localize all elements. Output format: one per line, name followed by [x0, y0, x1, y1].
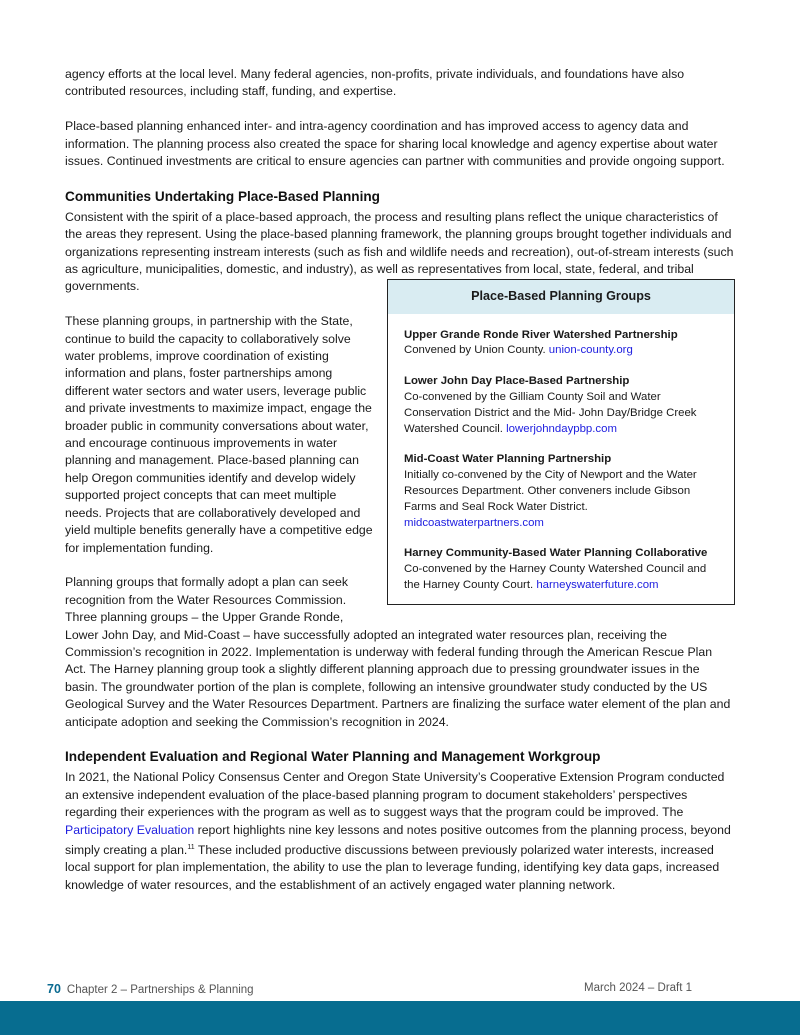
paragraph-coordination: Place-based planning enhanced inter- and intra-agency coordination and has improved access to agency data and information. The planning process also created the space for sharing local knowledge and agency expertise about water issues. Continued investments are critical to ensure agencies can partner with communities and provide ongoing support. [65, 119, 725, 169]
page-number: 70 [47, 982, 61, 996]
group-item [404, 452, 718, 531]
group-name: Upper Grande Ronde River Watershed Partnership [404, 328, 678, 341]
box-title: Place-Based Planning Groups [388, 280, 734, 314]
group-link[interactable]: union-county.org [548, 344, 633, 357]
paragraph-agency-efforts: agency efforts at the local level. Many federal agencies, non-profits, private individuals, and foundations have also contributed resources, including staff, funding, and expertise. [65, 67, 685, 99]
footer-left [47, 982, 254, 996]
page-content [65, 66, 735, 912]
paragraph-recognition: Planning groups that formally adopt a plan can seek recognition from the Water Resources Commission. Three planning groups – the Upper Grande Ronde, Lower John Day, and Mid-Coast – have successfully adopted an integrated water resources plan, receiving the Commission’s recognition in 2022. Implementation is underway with federal funding through the American Rescue Plan Act. The Harney planning group took a slightly different planning approach due to pressing groundwater issues in the basin. The groundwater portion of the plan is complete, following an intensive groundwater study conducted by the US Geological Survey and the Water Resources Department. Partners are finalizing the surface water element of the plan and anticipate adoption and seeking the Commission’s recognition in 2024. [65, 575, 731, 729]
chapter-title: Chapter 2 – Partnerships & Planning [66, 984, 254, 996]
group-link[interactable]: harneyswaterfuture.com [536, 578, 659, 591]
heading-communities: Communities Undertaking Place-Based Planning [65, 188, 380, 204]
planning-groups-box [387, 279, 735, 605]
group-link[interactable]: lowerjohndaypbp.com [506, 422, 617, 435]
group-name: Mid-Coast Water Planning Partnership [404, 453, 612, 466]
text: report highlights nine key lessons and notes positive outcomes from the planning process, beyond simply creating a plan. [65, 822, 731, 858]
group-item [404, 546, 718, 593]
heading-independent-evaluation: Independent Evaluation and Regional Water Planning and Management Workgroup [65, 749, 601, 765]
group-link[interactable]: midcoastwaterpartners.com [404, 516, 544, 529]
group-item [404, 328, 718, 360]
text: In 2021, the National Policy Consensus Center and Oregon State University’s Cooperative Extension Program conducted an extensive independent evaluation of the place-based planning program to document stakeholders’ perspectives regarding their experiences with the program as well as to suggest ways that the program could be improved. The [65, 770, 725, 820]
group-item [404, 374, 718, 437]
footer-band [0, 1001, 800, 1035]
group-desc: Convened by Union County. [404, 344, 549, 357]
paragraph-evaluation [65, 769, 735, 894]
footer-date: March 2024 – Draft 1 [584, 982, 693, 994]
text: These included productive discussions between previously polarized water interests, increased local support for plan implementation, the ability to use the plan to leverage funding, identifying key data gaps, increased knowledge of water resources, and the establishment of an actively engaged water planning network. [65, 843, 720, 892]
group-desc: Initially co-convened by the City of Newport and the Water Resources Department. Other conveners include Gibson Farms and Seal Rock Water District. [404, 469, 697, 513]
participatory-evaluation-link[interactable]: Participatory Evaluation [65, 822, 195, 837]
footnote-marker[interactable]: 11 [187, 843, 195, 851]
group-desc: Co-convened by the Harney County Watershed Council and the Harney County Court. [404, 563, 707, 591]
group-desc: Co-convened by the Gilliam County Soil and Water Conservation District and the Mid- John Day/Bridge Creek Watershed Council. [404, 391, 697, 435]
group-name: Harney Community-Based Water Planning Collaborative [404, 547, 708, 560]
paragraph-planning-groups: These planning groups, in partnership with the State, continue to build the capacity to collaboratively solve water problems, improve coordination of existing information and plans, foster partnerships among different water sectors and water users, leverage public and private investments to maximize impact, engage the broader public in community conversations about water, and encourage continuous improvements in water planning and management. Place-based planning can help Oregon communities identify and develop widely supported project concepts that can meet multiple needs. Projects that are collaboratively developed and yield multiple benefits generally have a competitive edge for implementation funding. [65, 314, 373, 555]
group-name: Lower John Day Place-Based Partnership [404, 375, 630, 388]
paragraph-consistent: Consistent with the spirit of a place-based approach, the process and resulting plans reflect the unique characteristics of the areas they represent. Using the place-based planning framework, the planning groups brought together individuals and organizations representing instream interests (such as fish and wildlife needs and recreation), out-of-stream interests (such as agriculture, municipalities, domestic, and industry), as well as representatives from local, state, federal, and tribal governments. [65, 209, 734, 294]
